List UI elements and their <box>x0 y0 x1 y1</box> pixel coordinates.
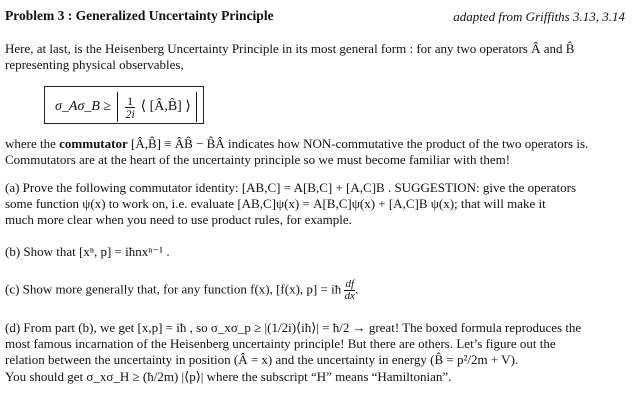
commutator-note-line-2: Commutators are at the heart of the uncertainty principle so we must become familiar with them! <box>5 152 511 167</box>
part-b: (b) Show that [xⁿ, p] = iħnxⁿ⁻¹ . <box>5 244 170 259</box>
abs-bar-left <box>117 92 118 122</box>
part-c: (c) Show more generally that, for any function f(x), [f(x), p] = iħ $\frac{df}{dx}$ . <box>5 278 359 302</box>
part-a-line-2: some function ψ(x) to work on, i.e. evaluate [AB,C]ψ(x) = A[B,C]ψ(x) + [A,C]B ψ(x); that will make it <box>5 196 546 211</box>
formula-expectation: ⟨ [Â,B̂] ⟩ <box>140 99 191 115</box>
intro-line-1: Here, at last, is the Heisenberg Uncertainty Principle in its most general form : for any two operators Â and B̂ <box>5 41 575 56</box>
part-d-line-1: (d) From part (b), we get [x,p] = iħ , so σ_xσ_p ≥ |(1/2i)⟨iħ⟩| = ħ/2 → great! The boxed formula reproduces the <box>5 320 582 335</box>
formula-lhs: σ_Aσ_B ≥ <box>55 99 112 115</box>
abs-bar-right <box>196 92 197 122</box>
source-citation: adapted from Griffiths 3.13, 3.14 <box>453 9 625 24</box>
formula-fraction: $\frac{1}{2i}$ <box>125 93 135 121</box>
problem-title: Problem 3 : Generalized Uncertainty Principle <box>5 8 274 23</box>
commutator-note-line-1: where the commutator [Â,B̂] ≡ ÂB̂ − B̂Â indicates how NON-commutative the product of the two operators is. <box>5 136 589 151</box>
part-d-line-4: You should get σ_xσ_H ≥ (ħ/2m) |⟨p⟩| where the subscript “H” means “Hamiltonian”. <box>5 369 452 384</box>
part-d-line-2: most famous incarnation of the Heisenberg uncertainty principle! But there are others. Let’s figure out the <box>5 336 556 351</box>
part-a-line-3: much more clear when you need to use product rules, for example. <box>5 212 352 227</box>
part-d-line-3: relation between the uncertainty in position (Â = x) and the uncertainty in energy (B̂ = p²/2m + V). <box>5 352 519 367</box>
part-a-line-1: (a) Prove the following commutator identity: [AB,C] = A[B,C] + [A,C]B . SUGGESTION: give the operators <box>5 180 577 195</box>
part-c-derivative: $\frac{df}{dx}$ <box>344 278 355 302</box>
boxed-formula <box>55 92 199 122</box>
intro-line-2: representing physical observables, <box>5 57 184 72</box>
